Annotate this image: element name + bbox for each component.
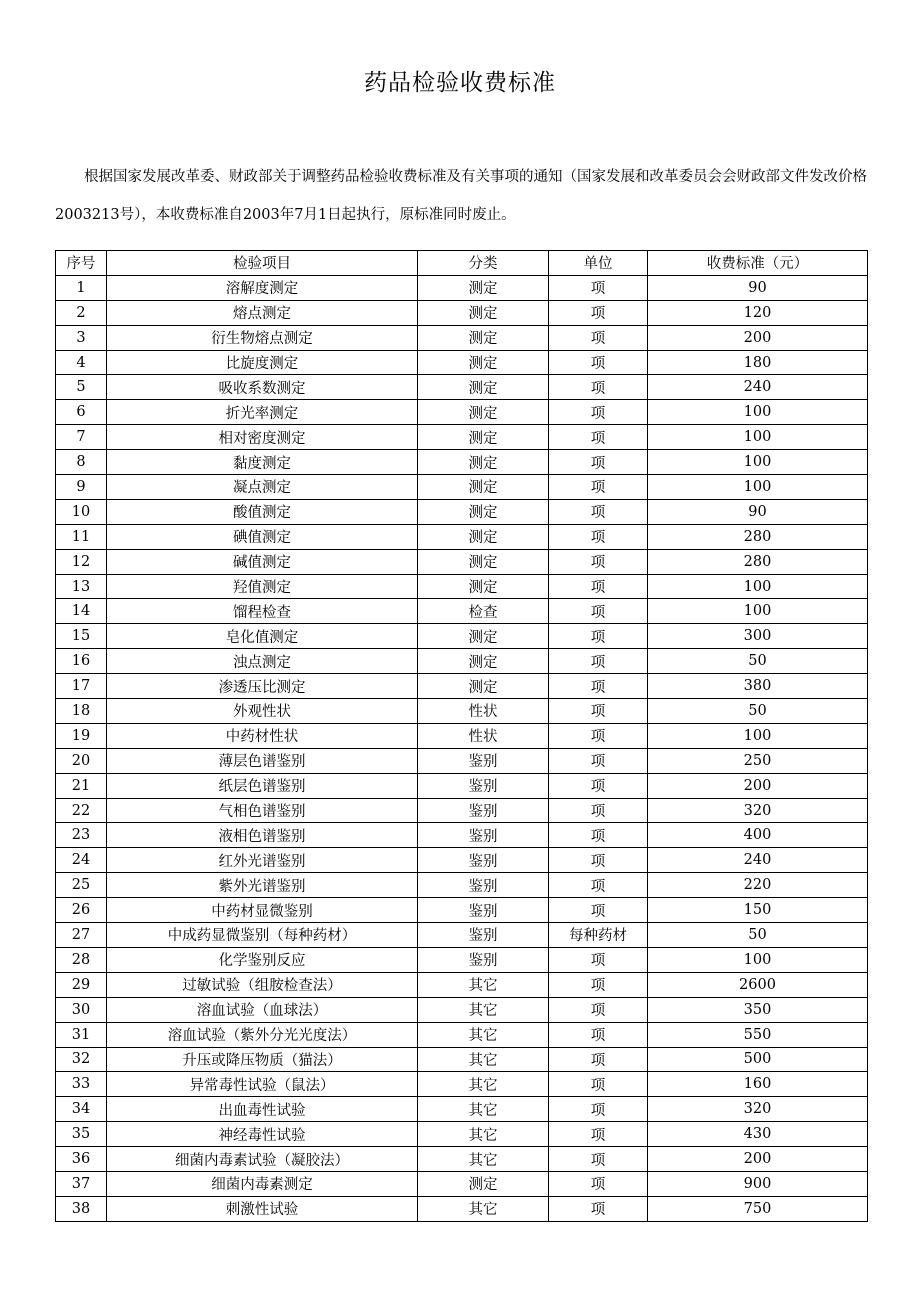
cell-category: 其它: [418, 972, 549, 997]
cell-fee: 100: [648, 574, 868, 599]
cell-fee: 90: [648, 499, 868, 524]
table-row: [56, 1072, 868, 1097]
cell-number: 31: [56, 1022, 107, 1047]
table-row: [56, 748, 868, 773]
cell-unit: 项: [549, 798, 648, 823]
table-row: [56, 723, 868, 748]
cell-category: 测定: [418, 524, 549, 549]
table-row: [56, 798, 868, 823]
table-row: [56, 773, 868, 798]
cell-category: 检查: [418, 599, 549, 624]
cell-category: 测定: [418, 674, 549, 699]
cell-fee: 100: [648, 947, 868, 972]
cell-category: 测定: [418, 1171, 549, 1196]
cell-unit: 项: [549, 574, 648, 599]
cell-unit: 项: [549, 823, 648, 848]
cell-number: 9: [56, 475, 107, 500]
cell-category: 测定: [418, 549, 549, 574]
cell-category: 鉴别: [418, 848, 549, 873]
header-fee: 收费标准（元）: [648, 251, 868, 276]
cell-number: 12: [56, 549, 107, 574]
cell-item: 羟值测定: [107, 574, 418, 599]
cell-unit: 项: [549, 947, 648, 972]
header-unit: 单位: [549, 251, 648, 276]
cell-fee: 100: [648, 475, 868, 500]
cell-fee: 320: [648, 1097, 868, 1122]
cell-number: 4: [56, 350, 107, 375]
cell-item: 酸值测定: [107, 499, 418, 524]
cell-fee: 350: [648, 997, 868, 1022]
cell-category: 测定: [418, 574, 549, 599]
table-row: [56, 325, 868, 350]
header-number: 序号: [56, 251, 107, 276]
cell-item: 吸收系数测定: [107, 375, 418, 400]
cell-unit: 项: [549, 350, 648, 375]
cell-unit: 项: [549, 748, 648, 773]
cell-fee: 100: [648, 400, 868, 425]
cell-category: 其它: [418, 1022, 549, 1047]
cell-fee: 250: [648, 748, 868, 773]
cell-fee: 320: [648, 798, 868, 823]
cell-item: 碱值测定: [107, 549, 418, 574]
cell-category: 鉴别: [418, 873, 549, 898]
table-row: [56, 574, 868, 599]
cell-number: 11: [56, 524, 107, 549]
cell-unit: 项: [549, 475, 648, 500]
cell-number: 14: [56, 599, 107, 624]
cell-unit: 项: [549, 400, 648, 425]
cell-number: 23: [56, 823, 107, 848]
cell-fee: 900: [648, 1171, 868, 1196]
table-row: [56, 1047, 868, 1072]
cell-item: 过敏试验（组胺检查法）: [107, 972, 418, 997]
header-item: 检验项目: [107, 251, 418, 276]
cell-number: 10: [56, 499, 107, 524]
table-row: [56, 425, 868, 450]
table-row: [56, 499, 868, 524]
cell-number: 30: [56, 997, 107, 1022]
cell-number: 16: [56, 649, 107, 674]
cell-item: 紫外光谱鉴别: [107, 873, 418, 898]
table-row: [56, 947, 868, 972]
cell-unit: 项: [549, 524, 648, 549]
cell-unit: 项: [549, 997, 648, 1022]
cell-category: 测定: [418, 275, 549, 300]
cell-unit: 项: [549, 972, 648, 997]
cell-item: 细菌内毒素测定: [107, 1171, 418, 1196]
cell-item: 黏度测定: [107, 450, 418, 475]
cell-unit: 项: [549, 848, 648, 873]
cell-item: 升压或降压物质（猫法）: [107, 1047, 418, 1072]
cell-number: 7: [56, 425, 107, 450]
cell-unit: 项: [549, 624, 648, 649]
cell-unit: 项: [549, 699, 648, 724]
cell-item: 刺激性试验: [107, 1196, 418, 1221]
cell-number: 5: [56, 375, 107, 400]
cell-number: 35: [56, 1122, 107, 1147]
cell-unit: 项: [549, 1022, 648, 1047]
cell-unit: 项: [549, 898, 648, 923]
cell-category: 测定: [418, 325, 549, 350]
cell-fee: 90: [648, 275, 868, 300]
table-row: [56, 400, 868, 425]
cell-number: 20: [56, 748, 107, 773]
table-body: [56, 275, 868, 1221]
cell-unit: 项: [549, 1122, 648, 1147]
cell-number: 32: [56, 1047, 107, 1072]
cell-item: 相对密度测定: [107, 425, 418, 450]
cell-number: 6: [56, 400, 107, 425]
cell-fee: 220: [648, 873, 868, 898]
cell-fee: 50: [648, 649, 868, 674]
cell-number: 19: [56, 723, 107, 748]
cell-fee: 400: [648, 823, 868, 848]
table-row: [56, 549, 868, 574]
cell-number: 28: [56, 947, 107, 972]
cell-fee: 100: [648, 723, 868, 748]
cell-number: 27: [56, 923, 107, 948]
cell-category: 测定: [418, 499, 549, 524]
cell-category: 鉴别: [418, 798, 549, 823]
cell-category: 其它: [418, 1196, 549, 1221]
table-row: [56, 1122, 868, 1147]
cell-unit: 项: [549, 649, 648, 674]
cell-fee: 550: [648, 1022, 868, 1047]
cell-item: 衍生物熔点测定: [107, 325, 418, 350]
cell-unit: 项: [549, 549, 648, 574]
cell-unit: 项: [549, 325, 648, 350]
cell-category: 鉴别: [418, 947, 549, 972]
cell-fee: 50: [648, 699, 868, 724]
cell-fee: 100: [648, 450, 868, 475]
cell-fee: 750: [648, 1196, 868, 1221]
cell-item: 凝点测定: [107, 475, 418, 500]
cell-number: 21: [56, 773, 107, 798]
table-header-row: [56, 251, 868, 276]
cell-unit: 项: [549, 450, 648, 475]
cell-number: 36: [56, 1147, 107, 1172]
table-row: [56, 848, 868, 873]
cell-item: 碘值测定: [107, 524, 418, 549]
cell-category: 鉴别: [418, 748, 549, 773]
table-row: [56, 1171, 868, 1196]
cell-unit: 项: [549, 275, 648, 300]
cell-unit: 项: [549, 873, 648, 898]
table-row: [56, 350, 868, 375]
cell-unit: 项: [549, 1047, 648, 1072]
table-row: [56, 674, 868, 699]
cell-unit: 项: [549, 723, 648, 748]
table-row: [56, 1022, 868, 1047]
cell-category: 测定: [418, 400, 549, 425]
cell-item: 出血毒性试验: [107, 1097, 418, 1122]
cell-item: 中成药显微鉴别（每种药材）: [107, 923, 418, 948]
cell-unit: 项: [549, 599, 648, 624]
cell-category: 测定: [418, 450, 549, 475]
cell-item: 渗透压比测定: [107, 674, 418, 699]
cell-fee: 2600: [648, 972, 868, 997]
intro-paragraph: 根据国家发展改革委、财政部关于调整药品检验收费标准及有关事项的通知（国家发展和改革委员会会财政部文件发改价格2003213号），本收费标准自2003年7月1日起执行，原标准同时废止。: [55, 168, 867, 223]
cell-fee: 280: [648, 549, 868, 574]
cell-number: 17: [56, 674, 107, 699]
table-row: [56, 300, 868, 325]
cell-fee: 50: [648, 923, 868, 948]
cell-item: 纸层色谱鉴别: [107, 773, 418, 798]
cell-item: 液相色谱鉴别: [107, 823, 418, 848]
cell-item: 异常毒性试验（鼠法）: [107, 1072, 418, 1097]
cell-fee: 430: [648, 1122, 868, 1147]
cell-category: 鉴别: [418, 773, 549, 798]
cell-number: 29: [56, 972, 107, 997]
cell-item: 折光率测定: [107, 400, 418, 425]
cell-category: 测定: [418, 425, 549, 450]
cell-item: 外观性状: [107, 699, 418, 724]
cell-unit: 项: [549, 674, 648, 699]
cell-fee: 200: [648, 773, 868, 798]
table-row: [56, 699, 868, 724]
cell-category: 测定: [418, 649, 549, 674]
table-row: [56, 997, 868, 1022]
page-title: 药品检验收费标准: [364, 70, 556, 96]
cell-item: 比旋度测定: [107, 350, 418, 375]
cell-number: 22: [56, 798, 107, 823]
cell-number: 33: [56, 1072, 107, 1097]
cell-fee: 150: [648, 898, 868, 923]
cell-number: 26: [56, 898, 107, 923]
cell-category: 测定: [418, 350, 549, 375]
cell-category: 性状: [418, 723, 549, 748]
cell-fee: 200: [648, 325, 868, 350]
cell-fee: 100: [648, 599, 868, 624]
cell-item: 中药材性状: [107, 723, 418, 748]
cell-category: 其它: [418, 1047, 549, 1072]
cell-number: 25: [56, 873, 107, 898]
table-row: [56, 450, 868, 475]
cell-category: 其它: [418, 997, 549, 1022]
cell-item: 薄层色谱鉴别: [107, 748, 418, 773]
cell-unit: 项: [549, 1097, 648, 1122]
cell-number: 34: [56, 1097, 107, 1122]
cell-fee: 200: [648, 1147, 868, 1172]
cell-unit: 项: [549, 375, 648, 400]
fee-table: [55, 250, 868, 1222]
table-row: [56, 1147, 868, 1172]
cell-item: 气相色谱鉴别: [107, 798, 418, 823]
cell-fee: 300: [648, 624, 868, 649]
cell-number: 2: [56, 300, 107, 325]
cell-category: 其它: [418, 1072, 549, 1097]
cell-unit: 项: [549, 425, 648, 450]
cell-category: 测定: [418, 375, 549, 400]
cell-number: 37: [56, 1171, 107, 1196]
table-row: [56, 275, 868, 300]
table-row: [56, 823, 868, 848]
cell-category: 其它: [418, 1122, 549, 1147]
table-row: [56, 923, 868, 948]
cell-item: 馏程检查: [107, 599, 418, 624]
cell-item: 细菌内毒素试验（凝胶法）: [107, 1147, 418, 1172]
cell-item: 溶血试验（紫外分光光度法）: [107, 1022, 418, 1047]
table-row: [56, 624, 868, 649]
cell-fee: 500: [648, 1047, 868, 1072]
cell-item: 皂化值测定: [107, 624, 418, 649]
table-row: [56, 898, 868, 923]
cell-unit: 项: [549, 300, 648, 325]
cell-number: 18: [56, 699, 107, 724]
cell-fee: 380: [648, 674, 868, 699]
cell-category: 其它: [418, 1097, 549, 1122]
table-row: [56, 475, 868, 500]
cell-item: 溶血试验（血球法）: [107, 997, 418, 1022]
cell-fee: 160: [648, 1072, 868, 1097]
table-row: [56, 375, 868, 400]
table-row: [56, 524, 868, 549]
cell-fee: 120: [648, 300, 868, 325]
cell-category: 鉴别: [418, 823, 549, 848]
cell-number: 24: [56, 848, 107, 873]
cell-category: 其它: [418, 1147, 549, 1172]
table-row: [56, 972, 868, 997]
cell-number: 15: [56, 624, 107, 649]
table-row: [56, 1196, 868, 1221]
cell-category: 测定: [418, 300, 549, 325]
table-row: [56, 873, 868, 898]
cell-number: 3: [56, 325, 107, 350]
cell-number: 1: [56, 275, 107, 300]
cell-number: 13: [56, 574, 107, 599]
cell-unit: 项: [549, 1147, 648, 1172]
cell-item: 化学鉴别反应: [107, 947, 418, 972]
cell-unit: 项: [549, 499, 648, 524]
cell-unit: 每种药材: [549, 923, 648, 948]
table-row: [56, 599, 868, 624]
header-category: 分类: [418, 251, 549, 276]
cell-category: 性状: [418, 699, 549, 724]
cell-unit: 项: [549, 1196, 648, 1221]
cell-category: 测定: [418, 475, 549, 500]
table-row: [56, 649, 868, 674]
cell-item: 溶解度测定: [107, 275, 418, 300]
cell-unit: 项: [549, 773, 648, 798]
cell-item: 红外光谱鉴别: [107, 848, 418, 873]
table-row: [56, 1097, 868, 1122]
cell-item: 神经毒性试验: [107, 1122, 418, 1147]
cell-fee: 240: [648, 375, 868, 400]
cell-fee: 180: [648, 350, 868, 375]
cell-fee: 280: [648, 524, 868, 549]
cell-item: 中药材显微鉴别: [107, 898, 418, 923]
cell-unit: 项: [549, 1171, 648, 1196]
cell-category: 测定: [418, 624, 549, 649]
cell-fee: 240: [648, 848, 868, 873]
cell-category: 鉴别: [418, 923, 549, 948]
cell-category: 鉴别: [418, 898, 549, 923]
cell-item: 熔点测定: [107, 300, 418, 325]
cell-item: 浊点测定: [107, 649, 418, 674]
cell-unit: 项: [549, 1072, 648, 1097]
cell-fee: 100: [648, 425, 868, 450]
cell-number: 38: [56, 1196, 107, 1221]
cell-number: 8: [56, 450, 107, 475]
